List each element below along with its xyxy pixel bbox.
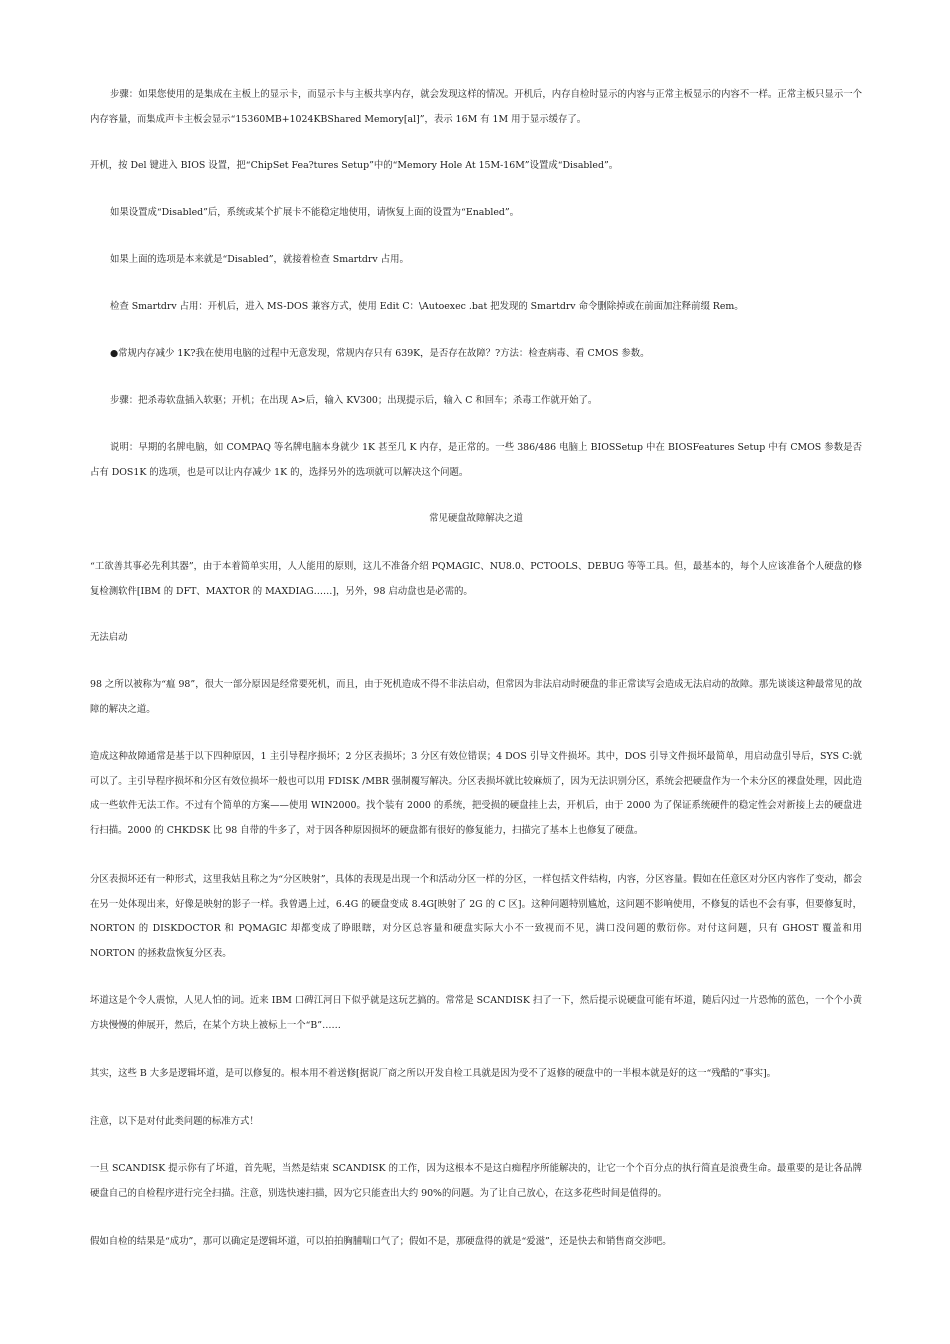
- paragraph-11: 造成这种故障通常是基于以下四种原因，1 主引导程序损坏；2 分区表损坏；3 分区有效位错误；4 DOS 引导文件损坏。其中，DOS 引导文件损坏最简单，用启动盘引导后，SYS C:就可以了。主引导程序损坏和分区有效位损坏一般也可以用 FDISK /MBR 强制覆写解决。分区表损坏就比较麻烦了，因为无法识别分区，系统会把硬盘作为一个未分区的裸盘处理，因此造成一些软件无法工作。不过有个简单的方案——使用 WIN2000。找个装有 2000 的系统，把受损的硬盘挂上去，开机后，由于 2000 为了保证系统硬件的稳定性会对新接上去的硬盘进行扫描。2000 的 CHKDSK 比 98 自带的牛多了，对于因各种原因损坏的硬盘都有很好的修复能力，扫描完了基本上也修复了硬盘。: [90, 751, 862, 836]
- paragraph-3: 如果设置成“Disabled”后，系统或某个扩展卡不能稳定地使用，请恢复上面的设置为“Enabled”。: [110, 207, 520, 218]
- paragraph-16: 一旦 SCANDISK 提示你有了坏道，首先呢，当然是结束 SCANDISK 的工作，因为这根本不是这白痴程序所能解决的，让它一个个百分点的执行简直是浪费生命。最重要的是让各品牌硬盘自己的自检程序进行完全扫描。注意，别选快速扫描，因为它只能查出大约 90%的问题。为了让自己放心，在这多花些时间是值得的。: [90, 1163, 862, 1199]
- paragraph-6: ●常规内存减少 1K?我在使用电脑的过程中无意发现，常规内存只有 639K，是否存在故障？?方法：检查病毒、看 CMOS 参数。: [110, 348, 650, 359]
- paragraph-15: 注意，以下是对付此类问题的标准方式！: [90, 1116, 259, 1127]
- paragraph-13: 坏道这是个令人震惊，人见人怕的词。近来 IBM 口碑江河日下似乎就是这玩艺搞的。常常是 SCANDISK 扫了一下，然后提示说硬盘可能有坏道，随后闪过一片恐怖的蓝色，一个个小黄方块慢慢的伸展开，然后，在某个方块上被标上一个“B”……: [90, 995, 862, 1031]
- paragraph-8: 说明：早期的名牌电脑，如 COMPAQ 等名牌电脑本身就少 1K 甚至几 K 内存，是正常的。一些 386/486 电脑上 BIOSSetup 中在 BIOSFeatures Setup 中有 CMOS 参数是否占有 DOS1K 的选项，也是可以让内存减少 1K 的，选择另外的选项就可以解决这个问题。: [90, 442, 862, 478]
- paragraph-9: “工欲善其事必先利其器”，由于本着简单实用，人人能用的原则，这儿不准备介绍 PQMAGIC、NU8.0、PCTOOLS、DEBUG 等等工具。但，最基本的，每个人应该准备个人硬盘的修复检测软件[IBM 的 DFT、MAXTOR 的 MAXDIAG……]，另外，98 启动盘也是必需的。: [90, 561, 862, 597]
- paragraph-5: 检查 Smartdrv 占用：开机后，进入 MS-DOS 兼容方式，使用 Edit C：\Autoexec .bat 把发现的 Smartdrv 命令删除掉或在前面加注释前缀 Rem。: [110, 301, 744, 312]
- paragraph-10: 98 之所以被称为“瘟 98”，很大一部分原因是经常要死机，而且，由于死机造成不得不非法启动，但常因为非法启动时硬盘的非正常读写会造成无法启动的故障。那先谈谈这种最常见的故障的解决之道。: [90, 679, 862, 715]
- section-heading: 常见硬盘故障解决之道: [429, 513, 523, 524]
- paragraph-4: 如果上面的选项是本来就是“Disabled”，就接着检查 Smartdrv 占用。: [110, 254, 409, 265]
- paragraph-17: 假如自检的结果是“成功”，那可以确定是逻辑坏道，可以拍拍胸脯喘口气了；假如不是，那硬盘得的就是“爱滋”，还是快去和销售商交涉吧。: [90, 1236, 672, 1247]
- paragraph-2: 开机，按 Del 键进入 BIOS 设置，把“ChipSet Fea?tures Setup”中的“Memory Hole At 15M-16M”设置成“Disabled”。: [90, 160, 619, 171]
- paragraph-1: 步骤：如果您使用的是集成在主板上的显示卡，而显示卡与主板共享内存，就会发现这样的情况。开机后，内存自检时显示的内容与正常主板显示的内容不一样。正常主板只显示一个内存容量，而集成声卡主板会显示“15360MB+1024KBShared Memory[al]”，表示 16M 有 1M 用于显示缓存了。: [90, 89, 862, 125]
- paragraph-7: 步骤：把杀毒软盘插入软驱；开机；在出现 A>后，输入 KV300；出现提示后，输入 C 和回车；杀毒工作就开始了。: [110, 395, 598, 406]
- subheading-no-boot: 无法启动: [90, 632, 128, 643]
- paragraph-12: 分区表损坏还有一种形式，这里我姑且称之为“分区映射”，具体的表现是出现一个和活动分区一样的分区，一样包括文件结构，内容，分区容量。假如在任意区对分区内容作了变动，都会在另一处体现出来，好像是映射的影子一样。我曾遇上过，6.4G 的硬盘变成 8.4G[映射了 2G 的 C 区]。这种问题特别尴尬，这问题不影响使用，不修复的话也不会有事，但要修复时，NORTON 的 DISKDOCTOR 和 PQMAGIC 却都变成了睁眼瞎，对分区总容量和硬盘实际大小不一致视而不见，满口没问题的敷衍你。对付这问题，只有 GHOST 覆盖和用 NORTON 的拯救盘恢复分区表。: [90, 874, 862, 959]
- paragraph-14: 其实，这些 B 大多是逻辑坏道，是可以修复的。根本用不着送修[据说厂商之所以开发自检工具就是因为受不了返修的硬盘中的一半根本就是好的这一“残酷的”事实]。: [90, 1068, 777, 1079]
